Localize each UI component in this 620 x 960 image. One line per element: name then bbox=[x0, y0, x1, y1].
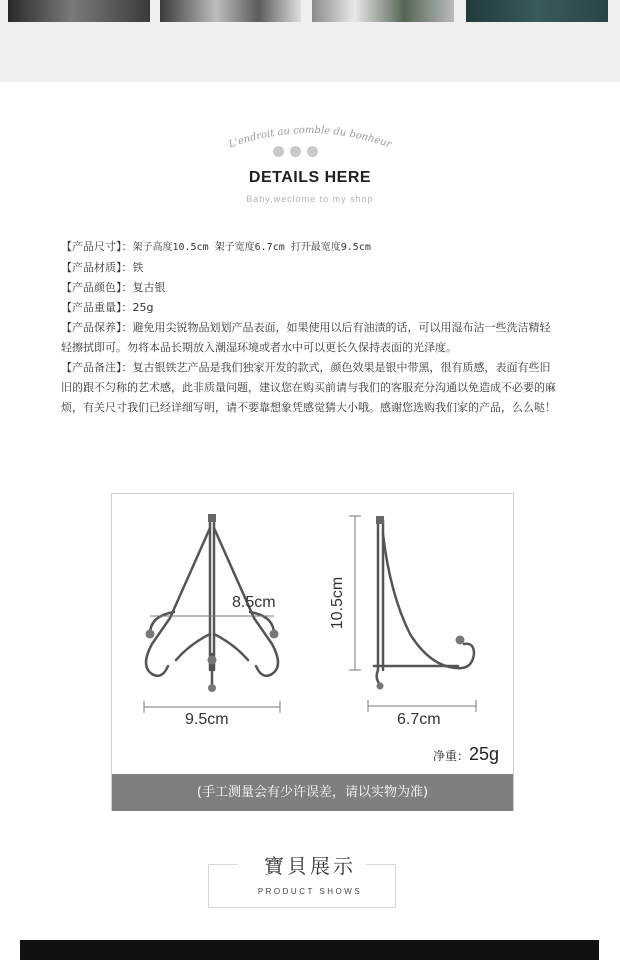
spec-row bbox=[61, 258, 559, 278]
spec-label: 【产品颜色】： bbox=[61, 281, 133, 294]
script-text: L'endroit au comble du bonheur bbox=[227, 124, 393, 151]
spec-row bbox=[61, 358, 559, 418]
spec-label: 【产品保养】： bbox=[61, 321, 133, 334]
next-image-preview bbox=[20, 940, 599, 960]
dim-depth-label: 6.7cm bbox=[397, 711, 441, 728]
measurement-note: (手工测量会有少许误差，请以实物为准) bbox=[112, 774, 513, 811]
spec-value: 25g bbox=[132, 301, 154, 314]
spec-label: 【产品重量】： bbox=[61, 301, 133, 314]
dim-line-height bbox=[349, 516, 361, 670]
dot-icon bbox=[307, 146, 318, 157]
spec-value: 复古银铁艺产品是我们独家开发的款式，颜色效果是银中带黑，很有质感，表面有些旧旧的跟不匀称的艺术感，此非质量问题，建议您在购买前请与我们的客服充分沟通以免造成不必要的麻烦，有关尺寸我们已经详细写明，请不要靠想象凭感觉猜大小哦。感谢您选购我们家的产品，么么哒！ bbox=[61, 361, 556, 414]
dim-inner-width-label: 8.5cm bbox=[232, 594, 276, 611]
product-photo[interactable] bbox=[312, 0, 454, 22]
spec-value: 架子高度10.5cm 架子宽度6.7cm 打开最宽度9.5cm bbox=[132, 242, 371, 253]
product-shows-subtitle: PRODUCT SHOWS bbox=[257, 887, 363, 896]
dimension-figure bbox=[111, 493, 514, 811]
product-photo[interactable] bbox=[466, 0, 608, 22]
dim-open-width-label: 9.5cm bbox=[185, 711, 229, 728]
spec-row bbox=[61, 278, 559, 298]
top-gallery bbox=[0, 0, 620, 82]
dot-icon bbox=[273, 146, 284, 157]
details-subtitle: Baby,weclome to my shop bbox=[246, 194, 374, 204]
product-shows-title: 寶貝展示 bbox=[264, 854, 356, 878]
spec-value: 铁 bbox=[132, 261, 144, 274]
side-ball-icon bbox=[377, 636, 465, 690]
spec-row bbox=[61, 298, 559, 318]
side-stand-icon bbox=[374, 516, 474, 686]
decorative-dots bbox=[273, 146, 319, 158]
weight-value: 25g bbox=[468, 744, 499, 764]
product-photo[interactable] bbox=[160, 0, 301, 22]
spec-label: 【产品材质】： bbox=[61, 261, 133, 274]
details-title: DETAILS HERE bbox=[248, 169, 372, 186]
spec-row bbox=[61, 237, 559, 258]
net-weight bbox=[433, 744, 499, 765]
spec-row bbox=[61, 318, 559, 358]
spec-value: 复古银 bbox=[132, 281, 166, 294]
spec-label: 【产品尺寸】： bbox=[61, 240, 133, 253]
stand-drawing bbox=[112, 494, 513, 774]
dot-icon bbox=[290, 146, 301, 157]
product-photo[interactable] bbox=[8, 0, 150, 22]
spec-label: 【产品备注】： bbox=[61, 361, 133, 374]
spec-value: 避免用尖锐物品划划产品表面，如果使用以后有油渍的话，可以用湿布沾一些洗洁精轻轻擦拭即可。勿将本品长期放入潮湿环境或者水中可以更长久保持表面的光泽度。 bbox=[61, 321, 551, 354]
weight-label: 净重： bbox=[432, 749, 469, 763]
dim-height-label: 10.5cm bbox=[329, 576, 347, 630]
product-specs bbox=[61, 237, 559, 418]
